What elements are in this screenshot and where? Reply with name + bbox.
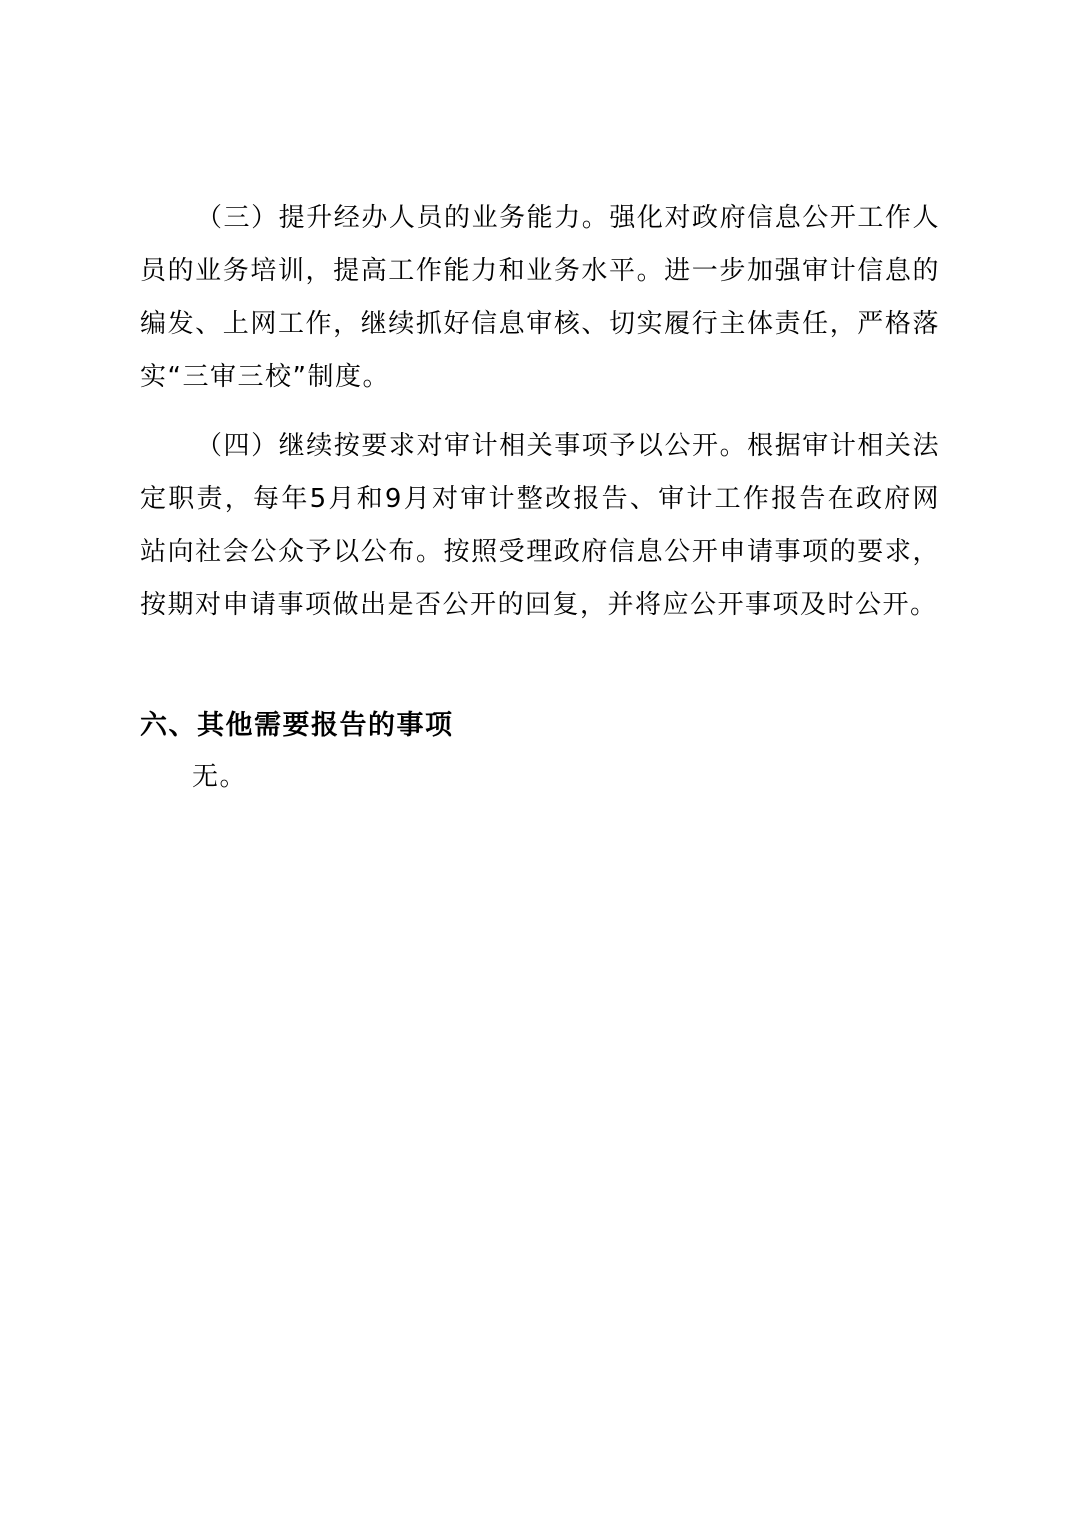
section-body-none: 无。 [192,762,248,792]
paragraph-capability-improvement: （三）提升经办人员的业务能力。强化对政府信息公开工作人员的业务培训，提高工作能力和业务水平。进一步加强审计信息的编发、上网工作，继续抓好信息审核、切实履行主体责任，严格落实“三审三校”制度。 [140,203,940,392]
paragraph-audit-disclosure: （四）继续按要求对审计相关事项予以公开。根据审计相关法定职责，每年5月和9月对审计整改报告、审计工作报告在政府网站向社会公众予以公布。按照受理政府信息公开申请事项的要求，按期对申请事项做出是否公开的回复，并将应公开事项及时公开。 [140,431,940,620]
section-heading-other-matters: 六、其他需要报告的事项 [140,710,454,741]
